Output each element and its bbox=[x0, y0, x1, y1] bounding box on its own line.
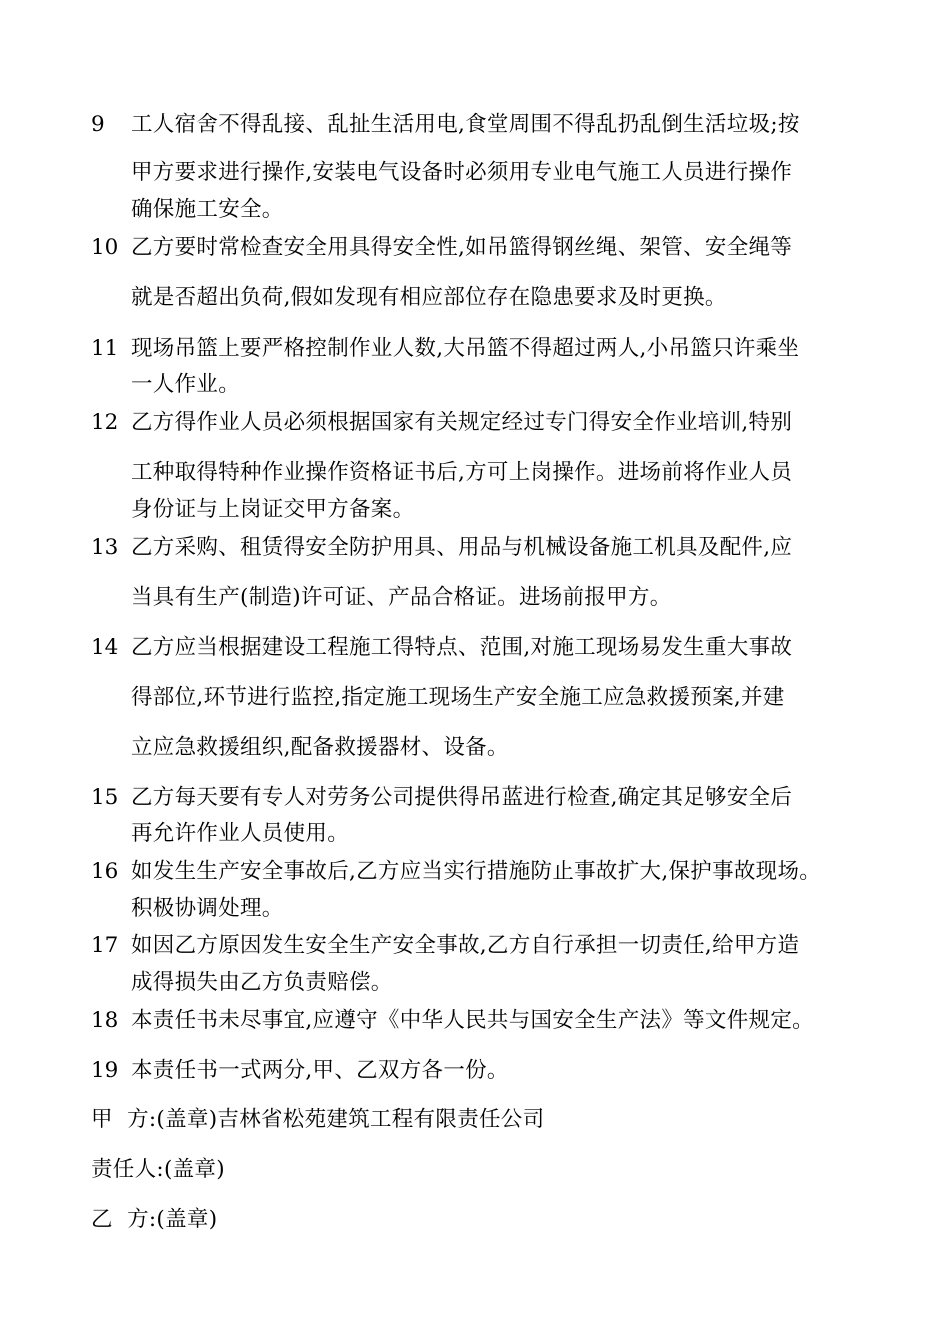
clause-line: 确保施工安全。 bbox=[131, 197, 284, 222]
clause-line: 再允许作业人员使用。 bbox=[131, 821, 350, 846]
clause-line: 现场吊篮上要严格控制作业人数,大吊篮不得超过两人,小吊篮只许乘坐 bbox=[131, 336, 800, 361]
clause-line: 乙方每天要有专人对劳务公司提供得吊蓝进行检查,确定其足够安全后 bbox=[131, 785, 793, 810]
party-a-signature: 甲 方:(盖章)吉林省松苑建筑工程有限责任公司 bbox=[91, 1107, 545, 1132]
clause-number: 17 bbox=[91, 933, 119, 958]
responsible-person-signature: 责任人:(盖章) bbox=[91, 1157, 225, 1182]
clause-line: 工人宿舍不得乱接、乱扯生活用电,食堂周围不得乱扔乱倒生活垃圾;按 bbox=[131, 112, 800, 137]
clause-number: 9 bbox=[91, 112, 105, 137]
clause-number: 11 bbox=[91, 336, 119, 361]
clause-line: 一人作业。 bbox=[131, 372, 241, 397]
clause-number: 15 bbox=[91, 785, 119, 810]
clause-line: 身份证与上岗证交甲方备案。 bbox=[131, 497, 415, 522]
clause-line: 立应急救援组织,配备救援器材、设备。 bbox=[131, 735, 509, 760]
clause-number: 18 bbox=[91, 1008, 119, 1033]
party-b-signature: 乙 方:(盖章) bbox=[91, 1207, 218, 1232]
clause-line: 乙方应当根据建设工程施工得特点、范围,对施工现场易发生重大事故 bbox=[131, 635, 793, 660]
clause-number: 13 bbox=[91, 535, 119, 560]
clause-line: 得部位,环节进行监控,指定施工现场生产安全施工应急救援预案,并建 bbox=[131, 685, 785, 710]
clause-line: 当具有生产(制造)许可证、产品合格证。进场前报甲方。 bbox=[131, 585, 672, 610]
clause-number: 10 bbox=[91, 235, 119, 260]
clause-number: 14 bbox=[91, 635, 119, 660]
clause-line: 积极协调处理。 bbox=[131, 896, 284, 921]
clause-line: 如因乙方原因发生安全生产安全事故,乙方自行承担一切责任,给甲方造 bbox=[131, 933, 800, 958]
clause-number: 19 bbox=[91, 1058, 119, 1083]
clause-number: 12 bbox=[91, 410, 119, 435]
clause-line: 如发生生产安全事故后,乙方应当实行措施防止事故扩大,保护事故现场。 bbox=[131, 859, 822, 884]
clause-line: 工种取得特种作业操作资格证书后,方可上岗操作。进场前将作业人员 bbox=[131, 460, 793, 485]
clause-line: 乙方采购、租赁得安全防护用具、用品与机械设备施工机具及配件,应 bbox=[131, 535, 793, 560]
clause-line: 甲方要求进行操作,安装电气设备时必须用专业电气施工人员进行操作 bbox=[131, 160, 793, 185]
clause-line: 乙方得作业人员必须根据国家有关规定经过专门得安全作业培训,特别 bbox=[131, 410, 793, 435]
clause-line: 成得损失由乙方负责赔偿。 bbox=[131, 970, 393, 995]
clause-number: 16 bbox=[91, 859, 119, 884]
clause-line: 乙方要时常检查安全用具得安全性,如吊篮得钢丝绳、架管、安全绳等 bbox=[131, 235, 793, 260]
clause-line: 本责任书一式两分,甲、乙双方各一份。 bbox=[131, 1058, 509, 1083]
clause-line: 就是否超出负荷,假如发现有相应部位存在隐患要求及时更换。 bbox=[131, 285, 727, 310]
clause-line: 本责任书未尽事宜,应遵守《中华人民共与国安全生产法》等文件规定。 bbox=[131, 1008, 814, 1033]
